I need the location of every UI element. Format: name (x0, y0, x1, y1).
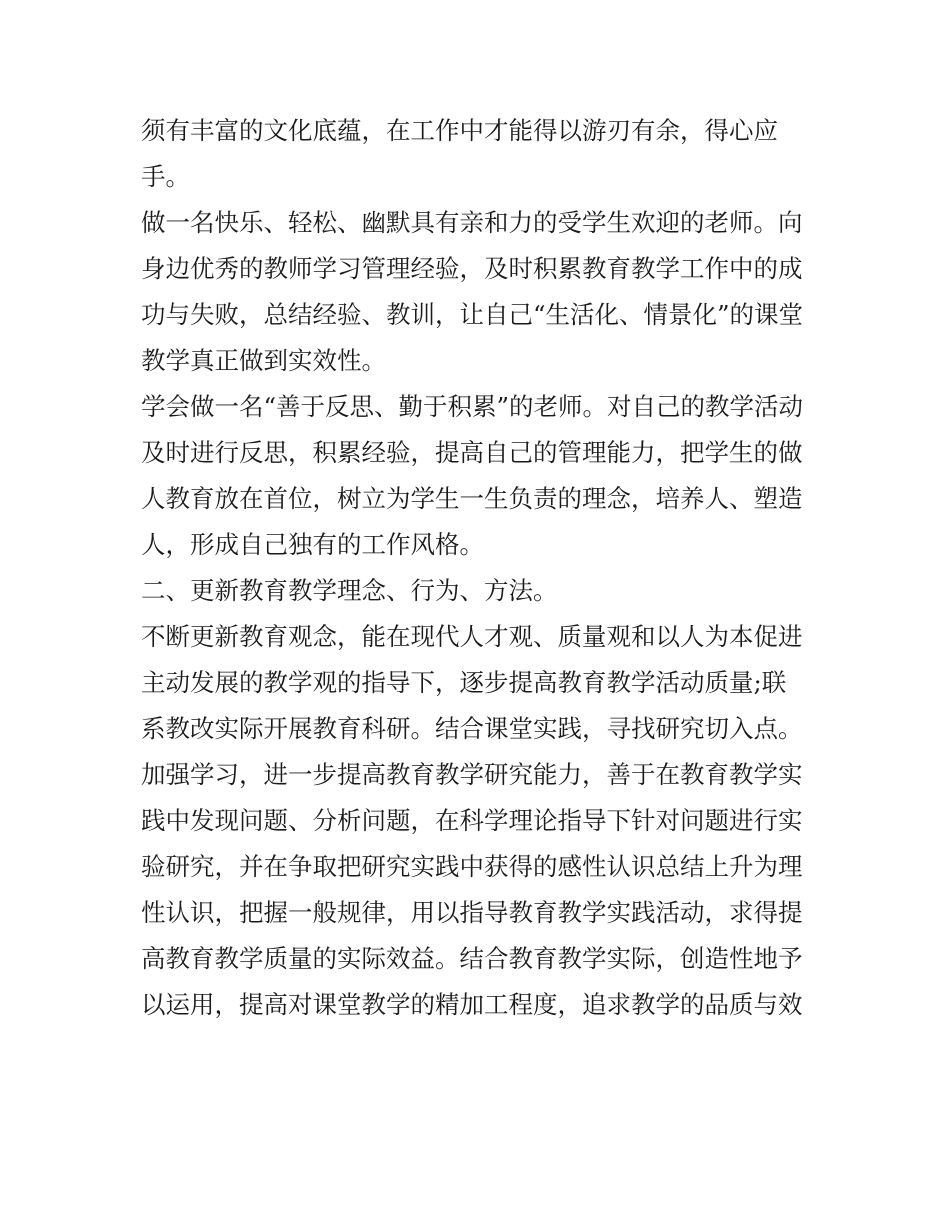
text-line: 及时进行反思，积累经验，提高自己的管理能力，把学生的做 (141, 438, 803, 467)
text-line: 验研究，并在争取把研究实践中获得的感性认识总结上升为理 (141, 852, 803, 881)
text-line: 人，形成自己独有的工作风格。 (141, 530, 484, 559)
text-line: 不断更新教育观念，能在现代人才观、质量观和以人为本促进 (141, 622, 803, 651)
text-line: 加强学习，进一步提高教育教学研究能力，善于在教育教学实 (141, 760, 803, 789)
text-line: 做一名快乐、轻松、幽默具有亲和力的受学生欢迎的老师。向 (141, 208, 803, 237)
text-line: 功与失败，总结经验、教训，让自己“生活化、情景化”的课堂 (141, 300, 804, 329)
body-text (141, 108, 821, 1028)
text-line: 以运用，提高对课堂教学的精加工程度，追求教学的品质与效 (141, 990, 803, 1019)
section-heading: 二、更新教育教学理念、行为、方法。 (141, 576, 558, 605)
text-line: 须有丰富的文化底蕴，在工作中才能得以游刃有余，得心应 (141, 116, 778, 145)
text-line: 学会做一名“善于反思、勤于积累”的老师。对自己的教学活动 (141, 392, 804, 421)
text-line: 教学真正做到实效性。 (141, 346, 386, 375)
text-line: 系教改实际开展教育科研。结合课堂实践，寻找研究切入点。 (141, 714, 803, 743)
text-line: 手。 (141, 162, 190, 191)
text-line: 身边优秀的教师学习管理经验，及时积累教育教学工作中的成 (141, 254, 803, 283)
text-line: 践中发现问题、分析问题，在科学理论指导下针对问题进行实 (141, 806, 803, 835)
text-line: 主动发展的教学观的指导下，逐步提高教育教学活动质量;联 (141, 668, 787, 697)
text-line: 高教育教学质量的实际效益。结合教育教学实际，创造性地予 (141, 944, 803, 973)
text-line: 性认识，把握一般规律，用以指导教育教学实践活动，求得提 (141, 898, 803, 927)
text-line: 人教育放在首位，树立为学生一生负责的理念，培养人、塑造 (141, 484, 803, 513)
